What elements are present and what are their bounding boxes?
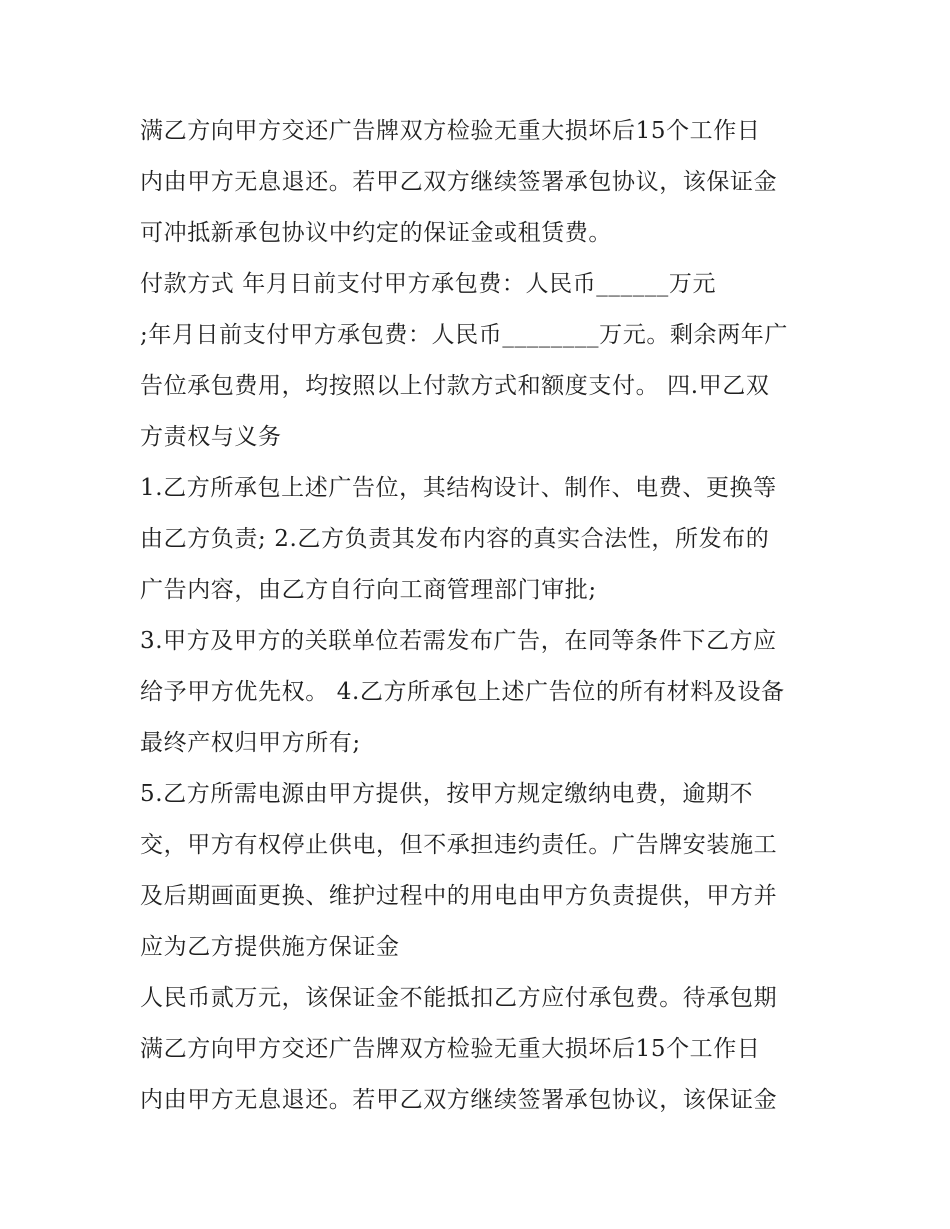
text-line: 可冲抵新承包协议中约定的保证金或租赁费。 bbox=[140, 220, 612, 246]
text-line: 满乙方向甲方交还广告牌双方检验无重大损坏后15个工作日 bbox=[140, 1036, 761, 1062]
text-line: 3.甲方及甲方的关联单位若需发布广告，在同等条件下乙方应 bbox=[140, 628, 777, 654]
text-line: 内由甲方无息退还。若甲乙双方继续签署承包协议，该保证金 bbox=[140, 1087, 778, 1113]
text-line: 1.乙方所承包上述广告位，其结构设计、制作、电费、更换等 bbox=[140, 475, 777, 501]
text-line: 告位承包费用，均按照以上付款方式和额度支付。 四.甲乙双 bbox=[140, 373, 770, 399]
text-line: 由乙方负责; 2.乙方负责其发布内容的真实合法性，所发布的 bbox=[140, 526, 770, 552]
text-line: 交，甲方有权停止供电，但不承担违约责任。广告牌安装施工 bbox=[140, 832, 778, 858]
text-line: 广告内容，由乙方自行向工商管理部门审批; bbox=[140, 577, 597, 603]
text-line: 满乙方向甲方交还广告牌双方检验无重大损坏后15个工作日 bbox=[140, 118, 761, 144]
text-line: 给予甲方优先权。 4.乙方所承包上述广告位的所有材料及设备 bbox=[140, 679, 785, 705]
text-line: 内由甲方无息退还。若甲乙双方继续签署承包协议，该保证金 bbox=[140, 169, 778, 195]
document-body bbox=[140, 109, 820, 1129]
text-line: 付款方式 年月日前支付甲方承包费：人民币______万元 bbox=[140, 271, 717, 297]
text-line: 应为乙方提供施方保证金 bbox=[140, 934, 400, 960]
text-line: 最终产权归甲方所有; bbox=[140, 730, 361, 756]
text-line: 及后期画面更换、维护过程中的用电由甲方负责提供，甲方并 bbox=[140, 883, 778, 909]
text-line: ;年月日前支付甲方承包费：人民币________万元。剩余两年广 bbox=[140, 322, 788, 348]
text-line: 5.乙方所需电源由甲方提供，按甲方规定缴纳电费，逾期不 bbox=[140, 781, 754, 807]
text-line: 人民币贰万元，该保证金不能抵扣乙方应付承包费。待承包期 bbox=[140, 985, 778, 1011]
text-line: 方责权与义务 bbox=[140, 424, 282, 450]
